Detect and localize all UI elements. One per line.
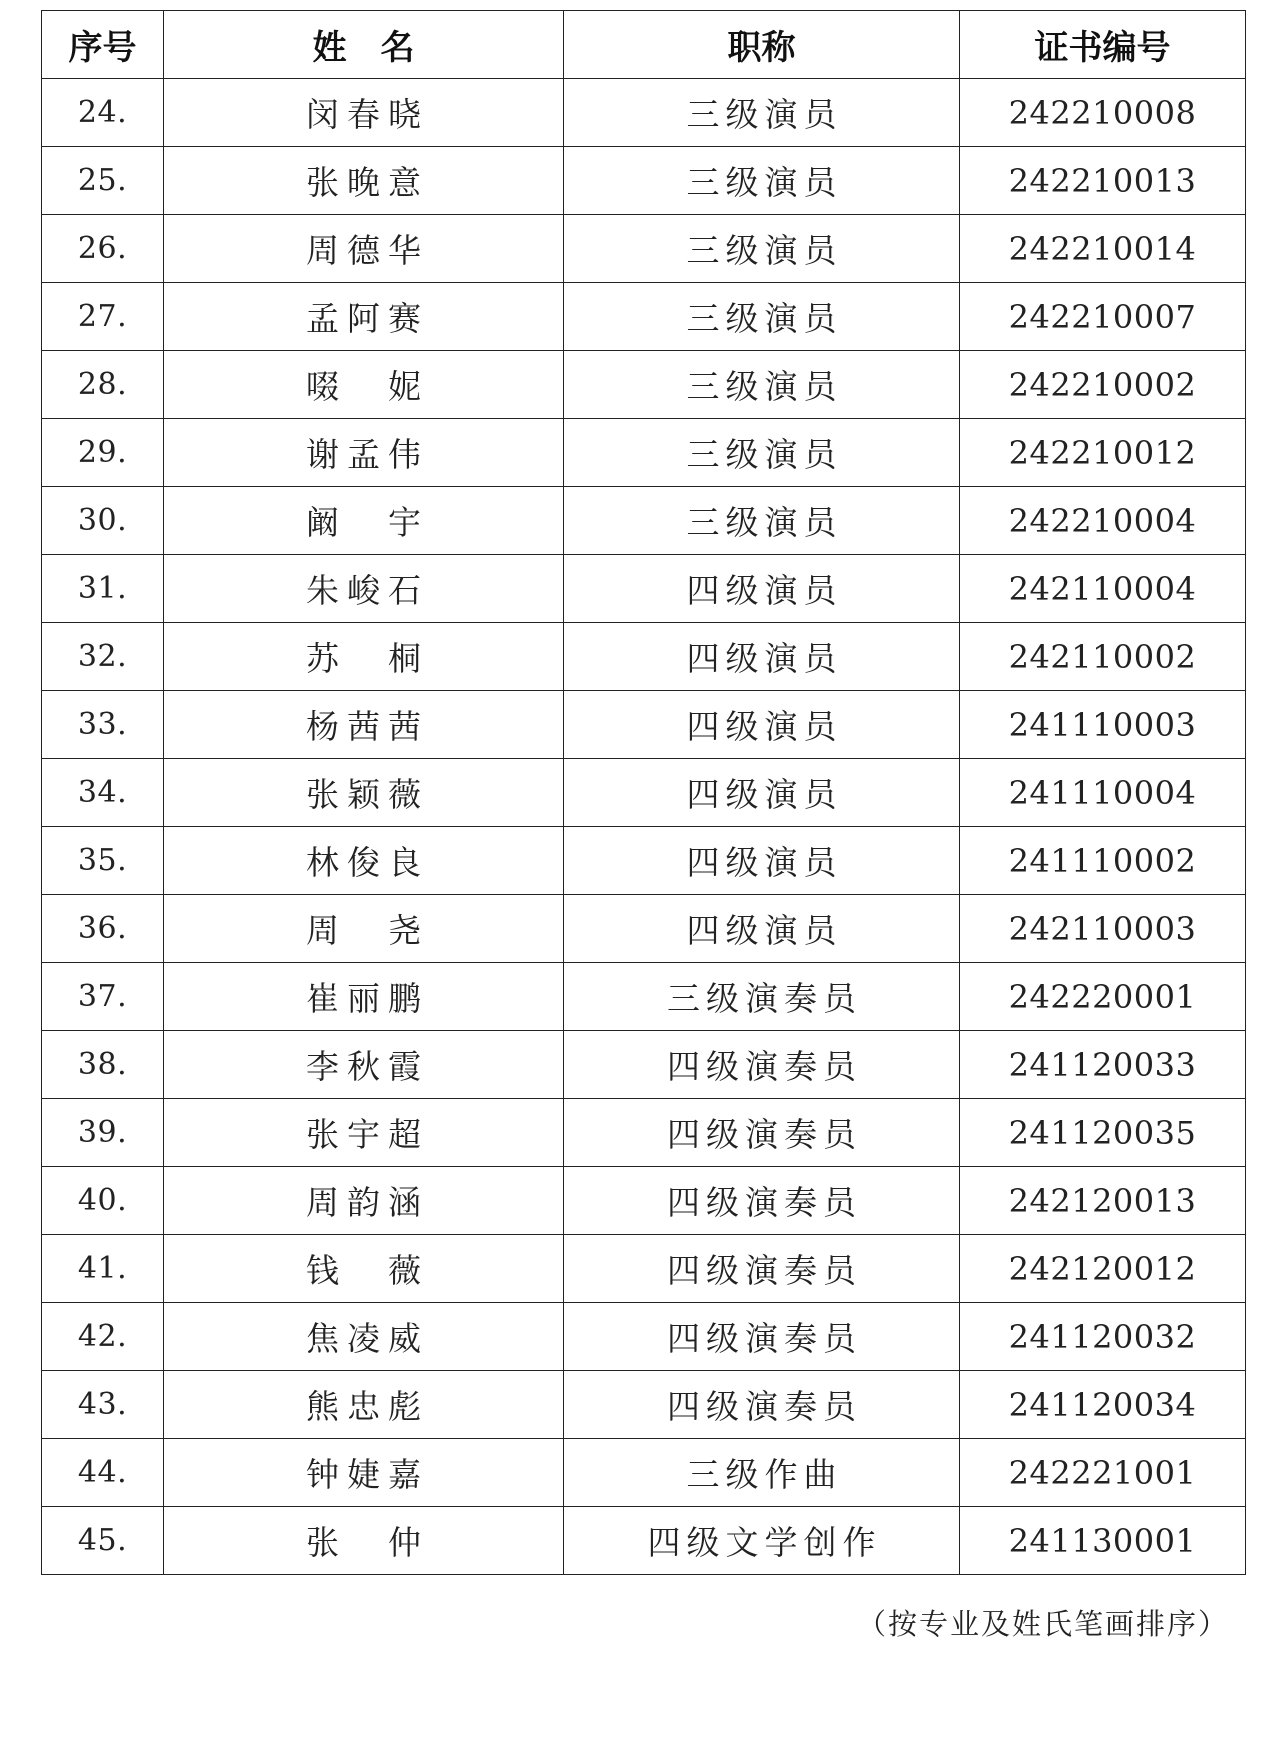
cell-seq: 33. [42, 691, 164, 759]
cell-title: 四级演奏员 [564, 1099, 960, 1167]
cell-cert: 241110002 [960, 827, 1246, 895]
cell-seq: 43. [42, 1371, 164, 1439]
cell-seq: 29. [42, 419, 164, 487]
cell-name: 周韵涵 [164, 1167, 564, 1235]
table-row [42, 147, 1246, 215]
cell-cert: 242210014 [960, 215, 1246, 283]
table-row [42, 895, 1246, 963]
cell-title: 四级演员 [564, 691, 960, 759]
table-body [42, 79, 1246, 1575]
cell-cert: 241130001 [960, 1507, 1246, 1575]
cell-seq: 40. [42, 1167, 164, 1235]
table-row [42, 351, 1246, 419]
header-name: 姓 名 [164, 11, 564, 79]
cell-name: 孟阿赛 [164, 283, 564, 351]
table-row [42, 1099, 1246, 1167]
header-cert: 证书编号 [960, 11, 1246, 79]
cell-name: 张晚意 [164, 147, 564, 215]
table-row [42, 827, 1246, 895]
table-row [42, 79, 1246, 147]
table-row [42, 1439, 1246, 1507]
cell-seq: 41. [42, 1235, 164, 1303]
table-row [42, 419, 1246, 487]
cell-name: 崔丽鹏 [164, 963, 564, 1031]
cell-cert: 242210007 [960, 283, 1246, 351]
cell-title: 四级文学创作 [564, 1507, 960, 1575]
cell-name: 张 仲 [164, 1507, 564, 1575]
cell-title: 四级演奏员 [564, 1371, 960, 1439]
cell-cert: 241120033 [960, 1031, 1246, 1099]
cell-name: 闵春晓 [164, 79, 564, 147]
cell-seq: 31. [42, 555, 164, 623]
cell-cert: 242110004 [960, 555, 1246, 623]
cell-seq: 45. [42, 1507, 164, 1575]
table-row [42, 1371, 1246, 1439]
cell-name: 周德华 [164, 215, 564, 283]
header-seq: 序号 [42, 11, 164, 79]
cell-cert: 242210013 [960, 147, 1246, 215]
cell-title: 三级演员 [564, 215, 960, 283]
cell-name: 熊忠彪 [164, 1371, 564, 1439]
cell-seq: 39. [42, 1099, 164, 1167]
cell-name: 焦凌威 [164, 1303, 564, 1371]
cell-cert: 242110003 [960, 895, 1246, 963]
cell-name: 钟婕嘉 [164, 1439, 564, 1507]
cell-seq: 37. [42, 963, 164, 1031]
table-row [42, 1507, 1246, 1575]
cell-name: 林俊良 [164, 827, 564, 895]
cell-name: 谢孟伟 [164, 419, 564, 487]
cell-cert: 241120034 [960, 1371, 1246, 1439]
table-header [42, 11, 1246, 79]
table-row [42, 1031, 1246, 1099]
cell-seq: 25. [42, 147, 164, 215]
cell-title: 三级演奏员 [564, 963, 960, 1031]
cell-seq: 36. [42, 895, 164, 963]
cell-cert: 242210008 [960, 79, 1246, 147]
cell-title: 四级演奏员 [564, 1031, 960, 1099]
table-row [42, 963, 1246, 1031]
cell-seq: 28. [42, 351, 164, 419]
cell-name: 张颖薇 [164, 759, 564, 827]
cell-seq: 32. [42, 623, 164, 691]
cell-name: 阚 宇 [164, 487, 564, 555]
roster-table [41, 10, 1246, 1575]
table-row [42, 487, 1246, 555]
cell-cert: 241110003 [960, 691, 1246, 759]
header-title: 职称 [564, 11, 960, 79]
cell-seq: 26. [42, 215, 164, 283]
table-row [42, 691, 1246, 759]
cell-title: 三级作曲 [564, 1439, 960, 1507]
cell-title: 三级演员 [564, 79, 960, 147]
cell-cert: 241120032 [960, 1303, 1246, 1371]
cell-title: 四级演员 [564, 827, 960, 895]
table-row [42, 1303, 1246, 1371]
cell-seq: 38. [42, 1031, 164, 1099]
cell-title: 三级演员 [564, 419, 960, 487]
cell-seq: 42. [42, 1303, 164, 1371]
cell-title: 三级演员 [564, 147, 960, 215]
cell-title: 四级演奏员 [564, 1167, 960, 1235]
cell-seq: 30. [42, 487, 164, 555]
table-row [42, 1235, 1246, 1303]
cell-seq: 27. [42, 283, 164, 351]
cell-cert: 242210002 [960, 351, 1246, 419]
cell-seq: 35. [42, 827, 164, 895]
cell-title: 三级演员 [564, 351, 960, 419]
cell-cert: 242210004 [960, 487, 1246, 555]
cell-name: 啜 妮 [164, 351, 564, 419]
cell-name: 苏 桐 [164, 623, 564, 691]
cell-cert: 242210012 [960, 419, 1246, 487]
cell-name: 杨茜茜 [164, 691, 564, 759]
cell-name: 钱 薇 [164, 1235, 564, 1303]
cell-title: 三级演员 [564, 487, 960, 555]
table-row [42, 283, 1246, 351]
cell-title: 四级演员 [564, 895, 960, 963]
cell-cert: 242220001 [960, 963, 1246, 1031]
cell-seq: 44. [42, 1439, 164, 1507]
table-row [42, 555, 1246, 623]
cell-name: 朱峻石 [164, 555, 564, 623]
cell-name: 李秋霞 [164, 1031, 564, 1099]
cell-cert: 242110002 [960, 623, 1246, 691]
table-row [42, 215, 1246, 283]
cell-title: 四级演员 [564, 555, 960, 623]
cell-cert: 241110004 [960, 759, 1246, 827]
cell-name: 张宇超 [164, 1099, 564, 1167]
table-row [42, 623, 1246, 691]
header-row [42, 11, 1246, 79]
cell-title: 四级演奏员 [564, 1235, 960, 1303]
cell-title: 三级演员 [564, 283, 960, 351]
cell-cert: 241120035 [960, 1099, 1246, 1167]
cell-title: 四级演员 [564, 623, 960, 691]
cell-cert: 242120013 [960, 1167, 1246, 1235]
cell-title: 四级演奏员 [564, 1303, 960, 1371]
cell-name: 周 尧 [164, 895, 564, 963]
sort-note: （按专业及姓氏笔画排序） [856, 1607, 1229, 1641]
table-row [42, 1167, 1246, 1235]
cell-seq: 34. [42, 759, 164, 827]
cell-title: 四级演员 [564, 759, 960, 827]
table-row [42, 759, 1246, 827]
cell-seq: 24. [42, 79, 164, 147]
cell-cert: 242120012 [960, 1235, 1246, 1303]
cell-cert: 242221001 [960, 1439, 1246, 1507]
